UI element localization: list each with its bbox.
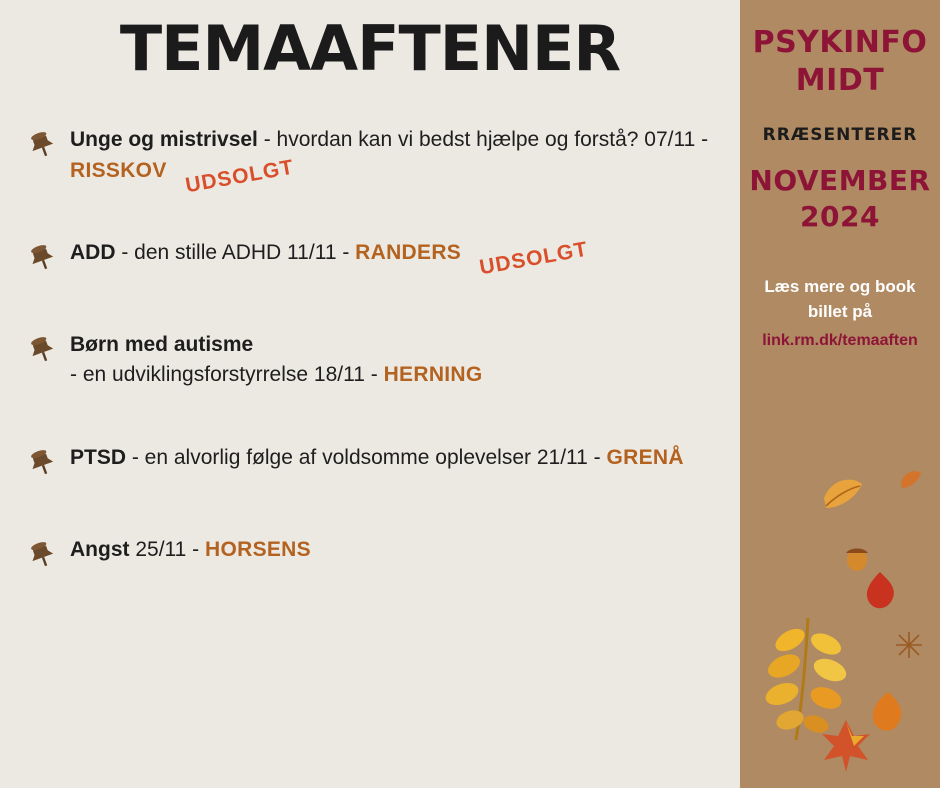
booking-info bbox=[748, 274, 932, 353]
brand-line-2: MIDT bbox=[795, 62, 885, 98]
event-title: Børn med autisme bbox=[70, 332, 254, 356]
event-text bbox=[70, 535, 740, 565]
event-text bbox=[70, 330, 740, 391]
event-desc: 25/11 - bbox=[129, 537, 205, 561]
leaf-icon bbox=[858, 570, 902, 614]
acorn-icon bbox=[840, 540, 874, 574]
event-desc: - en udviklingsforstyrrelse 18/11 - bbox=[70, 363, 384, 387]
booking-link[interactable]: link.rm.dk/temaaften bbox=[762, 331, 918, 349]
pushpin-icon bbox=[26, 535, 60, 569]
event-place: RISSKOV bbox=[70, 158, 167, 182]
leaf-icon bbox=[756, 614, 860, 744]
event-text bbox=[70, 125, 740, 197]
event-title: ADD bbox=[70, 240, 116, 264]
event-title: Unge og mistrivsel bbox=[70, 128, 258, 152]
pushpin-icon bbox=[26, 125, 60, 159]
leaf-icon bbox=[818, 470, 866, 518]
list-item bbox=[26, 330, 740, 391]
soldout-badge: UDSOLGT bbox=[183, 155, 296, 197]
year-label: 2024 bbox=[800, 200, 880, 234]
poster-sidebar bbox=[740, 0, 940, 788]
page-title: TEMAAFTENER bbox=[119, 12, 621, 85]
event-second-line bbox=[70, 360, 740, 390]
month-label: NOVEMBER bbox=[749, 164, 931, 197]
event-place: RANDERS bbox=[355, 240, 462, 264]
leaf-icon bbox=[868, 690, 908, 736]
booking-line-2: billet på bbox=[807, 302, 873, 322]
soldout-badge: UDSOLGT bbox=[477, 237, 590, 280]
starburst-icon bbox=[894, 630, 924, 660]
event-month bbox=[748, 163, 932, 236]
event-place: HORSENS bbox=[205, 537, 311, 561]
booking-line-1: Læs mere og book bbox=[764, 276, 916, 296]
list-item bbox=[26, 125, 740, 197]
event-text bbox=[70, 443, 740, 473]
leaf-icon bbox=[816, 716, 876, 776]
event-desc: - en alvorlig følge af voldsomme oplevelser 21/11 - bbox=[126, 445, 607, 469]
leaf-icon bbox=[898, 466, 924, 492]
brand-name bbox=[748, 24, 932, 99]
presents-label: RRÆSENTERER bbox=[762, 125, 918, 145]
pushpin-icon bbox=[26, 238, 60, 272]
event-place: HERNING bbox=[383, 363, 483, 387]
list-item bbox=[26, 443, 740, 483]
list-item bbox=[26, 535, 740, 575]
event-title: PTSD bbox=[70, 445, 127, 469]
event-text bbox=[70, 237, 740, 280]
pushpin-icon bbox=[26, 330, 60, 364]
list-item bbox=[26, 238, 740, 278]
pushpin-icon bbox=[26, 443, 60, 477]
event-desc: - hvordan kan vi bedst hjælpe og forstå? 07/11 - bbox=[257, 128, 709, 152]
event-title: Angst bbox=[70, 537, 130, 561]
events-list bbox=[0, 125, 740, 575]
event-desc: - den stille ADHD 11/11 - bbox=[115, 240, 356, 264]
brand-line-1: PSYKINFO bbox=[752, 25, 928, 60]
event-place: GRENÅ bbox=[606, 445, 684, 469]
